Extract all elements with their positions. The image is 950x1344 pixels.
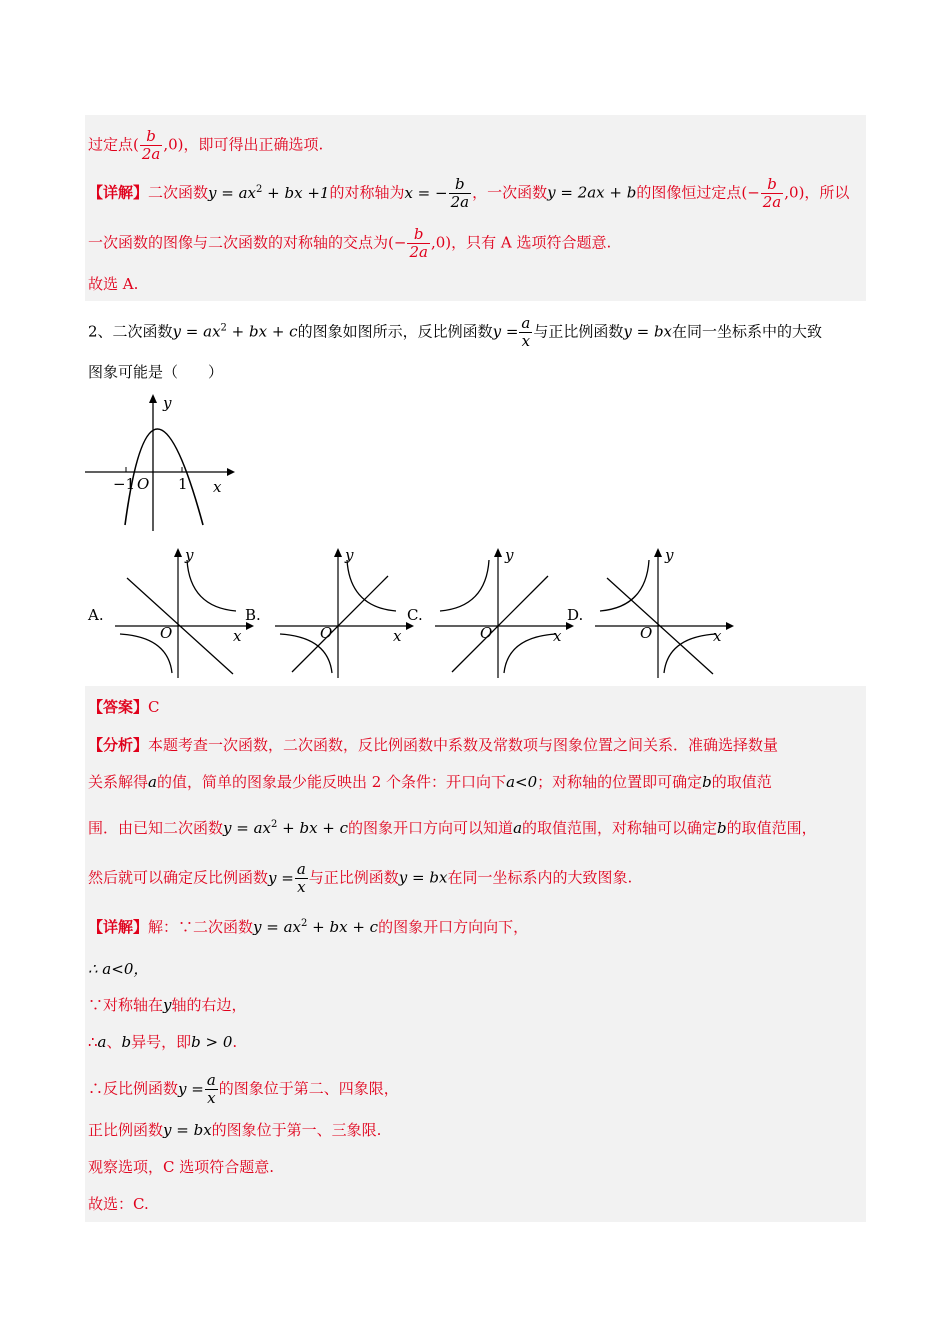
svg-text:O: O — [480, 624, 493, 642]
detail-tag: 【详解】 — [88, 183, 149, 202]
tick-label-1: 1 — [178, 475, 188, 493]
svg-text:y: y — [185, 546, 194, 564]
detail-b-line-4: ∴a、b异号，即b > 0. — [88, 1033, 238, 1051]
detail-b-line-8: 故选：C. — [88, 1195, 149, 1213]
option-d-graph — [590, 545, 740, 680]
detail-line-2: 一次函数的图像与二次函数的对称轴的交点为(− $\frac{b}{2a}$ ,0)，只有 A 选项符合题意. — [88, 225, 612, 261]
axis-label-x: x — [213, 478, 222, 496]
analysis-line-2: 关系解得a的值，简单的图象最少能反映出 2 个条件：开口向下a<0；对称轴的位置即可确定b的取值范 — [88, 773, 772, 791]
axis-label-y: y — [163, 394, 172, 412]
detail-b-line-5: ∴反比例函数y = $\frac{a}{x}$ 的图象位于第二、四象限， — [88, 1071, 399, 1107]
analysis-line-1: 【分析】本题考查一次函数，二次函数，反比例函数中系数及常数项与图象位置之间关系．准确选择数量 — [88, 736, 779, 754]
svg-text:y: y — [505, 546, 514, 564]
option-d-label: D. — [567, 606, 584, 624]
svg-text:O: O — [640, 624, 653, 642]
svg-text:y: y — [665, 546, 674, 564]
svg-text:x: x — [553, 627, 562, 645]
answer-line: 【答案】C — [88, 698, 160, 716]
option-a-graph — [110, 545, 260, 680]
option-a-label: A. — [88, 606, 104, 624]
question-line-1: 2、二次函数$y = ax^2$ + bx + c的图象如图所示，反比例函数y = $\frac{a}{x}$ 与正比例函数y = bx在同一坐标系中的大致 — [88, 314, 823, 350]
tick-label-neg1: −1 — [113, 475, 136, 493]
svg-text:x: x — [393, 627, 402, 645]
svg-text:x: x — [233, 627, 242, 645]
parabola-figure — [85, 393, 235, 533]
origin-label: O — [137, 475, 150, 493]
option-b-label: B. — [245, 606, 261, 624]
detail-b-line-7: 观察选项，C 选项符合题意. — [88, 1158, 275, 1176]
detail-line-1: 【详解】二次函数$y = ax^2$ + bx +1的对称轴为x = − $\frac{b}{2a}$ ，一次函数y = 2ax + b的图像恒过定点(− $\frac{b}{2a}$ ,0)，所以 — [88, 175, 850, 211]
analysis-line-3: 围．由已知二次函数$y = ax^2$ + bx + c的图象开口方向可以知道a的取值范围，对称轴可以确定b的取值范围， — [88, 819, 817, 837]
svg-text:y: y — [345, 546, 354, 564]
option-c-graph — [430, 545, 580, 680]
option-b-graph — [270, 545, 420, 680]
detail-b-line-6: 正比例函数y = bx的图象位于第一、三象限. — [88, 1121, 382, 1139]
option-c-label: C. — [407, 606, 423, 624]
hint-line: 过定点( $\frac{b}{2a}$ ,0)，即可得出正确选项. — [88, 127, 324, 163]
detail-b-line-1: 【详解】解：∵二次函数$y = ax^2$ + bx + c的图象开口方向向下， — [88, 918, 529, 936]
svg-text:O: O — [160, 624, 173, 642]
svg-text:x: x — [713, 627, 722, 645]
choice-line: 故选 A. — [88, 275, 139, 293]
detail-b-line-2: ∴ a<0， — [88, 960, 149, 978]
svg-text:O: O — [320, 624, 333, 642]
fraction: $\frac{b}{2a}$ — [141, 127, 161, 163]
analysis-line-4: 然后就可以确定反比例函数y = $\frac{a}{x}$ 与正比例函数y = bx在同一坐标系内的大致图象. — [88, 860, 633, 896]
solution-block-2 — [85, 686, 866, 1222]
detail-b-line-3: ∵对称轴在y轴的右边， — [88, 996, 247, 1014]
question-line-2: 图象可能是（ ） — [88, 363, 224, 381]
